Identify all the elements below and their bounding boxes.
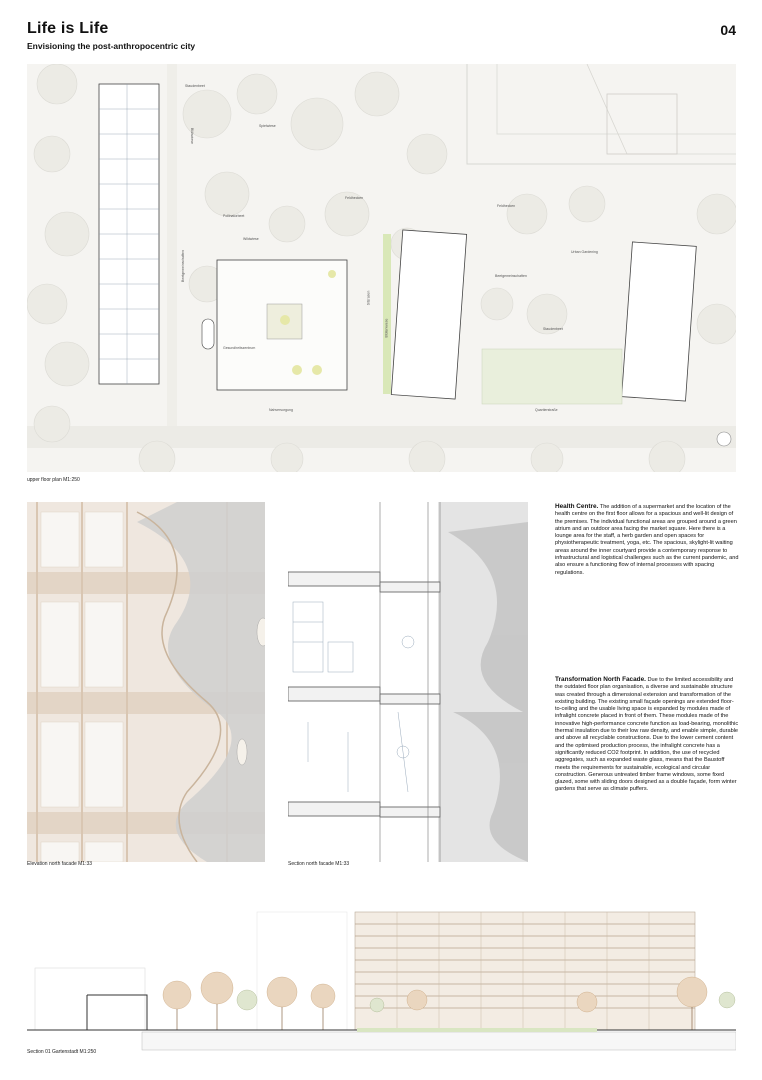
plan-caption: upper floor plan M1:250 <box>27 477 80 483</box>
plan-label: Gesundheitszentrum <box>223 346 256 350</box>
page-title: Life is Life <box>27 20 109 37</box>
plan-label: Urban Gardening <box>571 250 598 254</box>
section-caption: Section north facade M1:33 <box>288 861 350 867</box>
plan-label: Wildwiese <box>243 237 259 241</box>
plan-label: Staudenbeet <box>185 84 205 88</box>
health-centre-text <box>555 503 740 577</box>
page-number: 04 <box>720 22 736 38</box>
plan-label: Beetgemeinschaften <box>180 250 185 282</box>
plan-label: Blühwiese <box>189 128 194 144</box>
street-section-drawing <box>27 900 736 1055</box>
plan-label: Pollinatorbeet <box>223 214 245 218</box>
plan-label: Quartierstraße <box>535 408 558 412</box>
plan-label: Blütenwiese <box>384 318 389 338</box>
plan-label: Nahversorgung <box>269 408 293 412</box>
health-centre-body: The addition of a supermarket and the location of the health centre on the first floor allows for a spacious and well-lit design of the premises. The individual functional areas are grouped around a green atrium and an outdoor area facing the market square. Here there is a lounge area for the staff, a herb garden and open spaces for physiotherapeutic treatment, yoga, etc. The spacious, skylight-lit waiting areas around the inner courtyard provide a contemporary response to infrastructural and logistical challenges such as the current pandemic, and also ensure a functioning flow of internal processes with spacing regulations. <box>555 504 739 576</box>
street-section-caption: Section 01 Gartenstadt M1:250 <box>27 1049 97 1055</box>
health-centre-heading: Health Centre. <box>555 503 599 510</box>
page-subtitle: Envisioning the post-anthropocentric city <box>27 41 196 51</box>
plan-label: Staudenbeet <box>543 327 563 331</box>
site-plan <box>27 64 736 472</box>
plan-label: Feldhecken <box>497 204 516 208</box>
facade-body: Due to the limited accessibility and the outdated floor plan organisation, a diverse and sustainable structure was created through a dimensional extension and transformation of the existing building. The existing small façade openings are extended floor-to-ceiling and the usable living space is expanded by modules made of infralight concrete placed in front of them. These modules made of the innovative high-performance concrete function as load-bearing, monolithic thermal insulation due to their low raw density, and enable simple, durable and above all recyclable constructions. Due to the lower cement content and the optimised production process, the infralight concrete has a significantly reduced CO2 footprint. In addition, the use of recycled aggregates, such as expanded waste glass, means that the Baustoff meets the requirements for sustainable, ecological and circular construction. Generous untreated timber frame windows, some fixed glazed, some with sliding doors designed as a double façade, form winter gardens that serve as climate puffers. <box>555 677 739 793</box>
site-plan-drawing <box>27 64 736 472</box>
elevation-drawing <box>27 502 265 862</box>
plan-label: Spielwiese <box>259 124 276 128</box>
elevation-caption: Elevation north facade M1:33 <box>27 861 93 867</box>
plan-label: Sitzrasen <box>366 290 371 306</box>
facade-text <box>555 676 740 794</box>
plan-label: Beetgemeinschaften <box>495 274 527 278</box>
facade-heading: Transformation North Facade. <box>555 676 646 683</box>
plan-label: Feldhecken <box>345 196 364 200</box>
section-drawing <box>288 502 528 862</box>
